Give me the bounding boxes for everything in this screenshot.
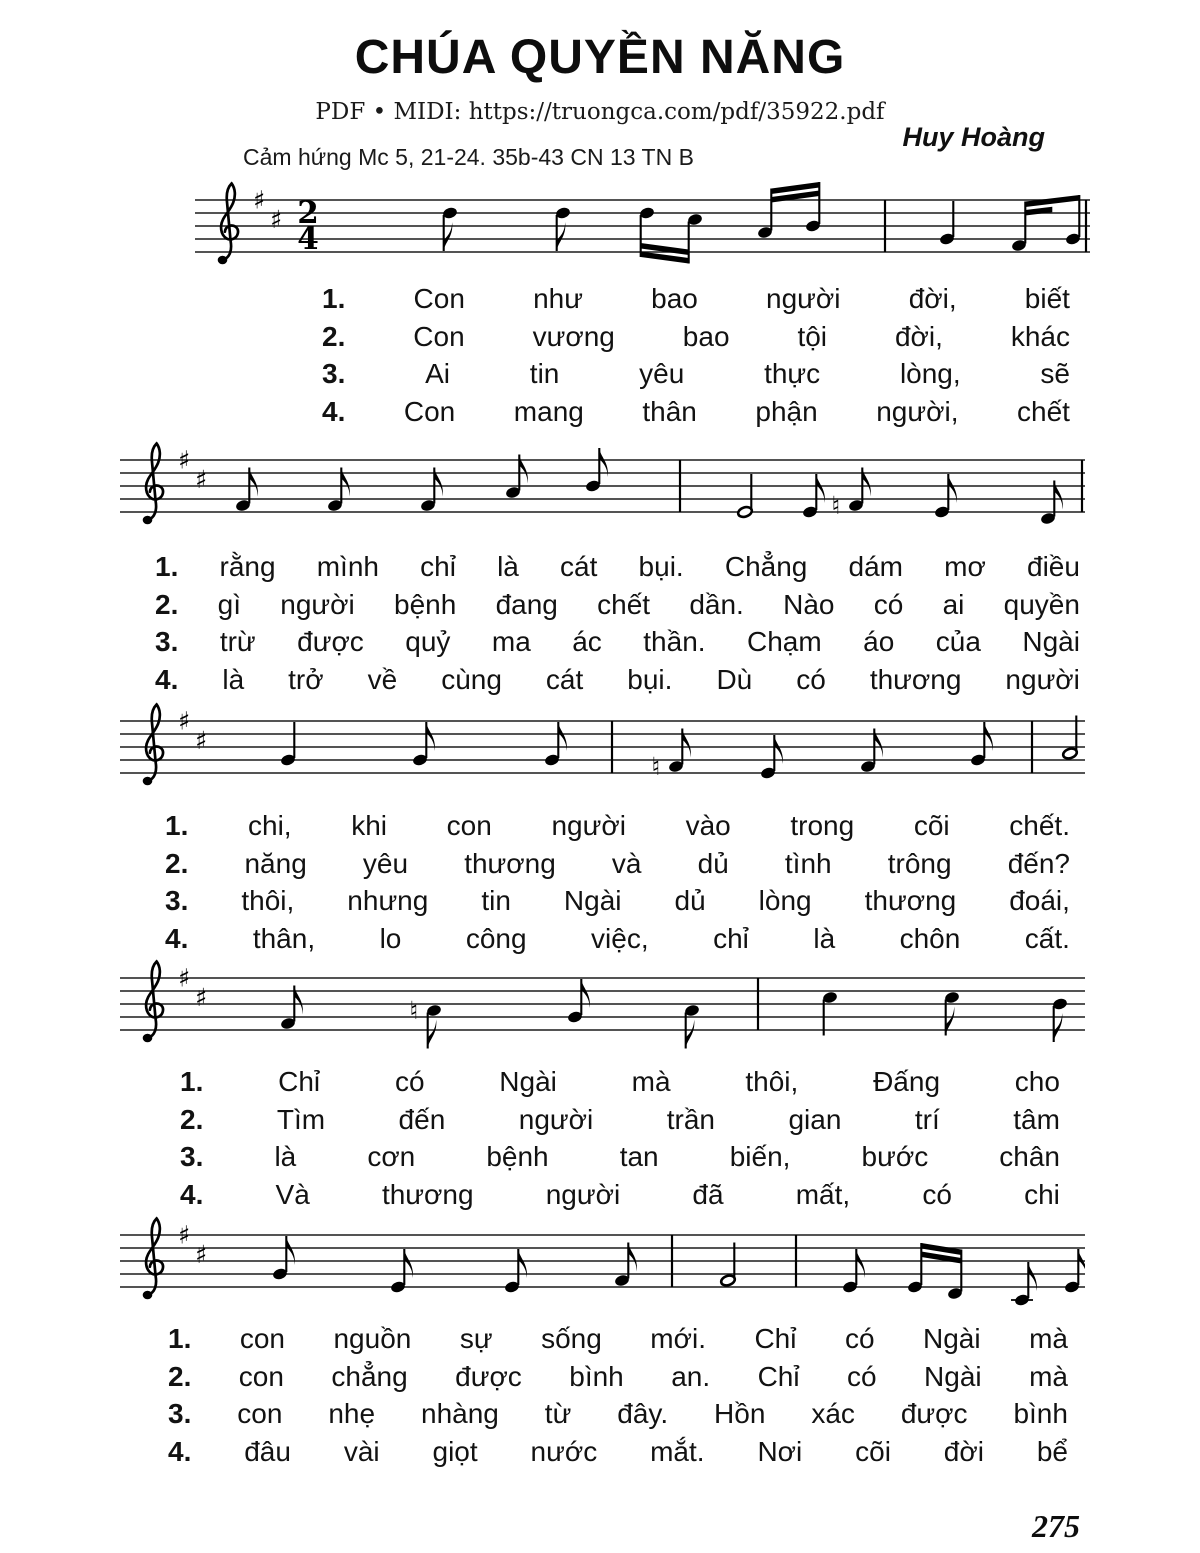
verse-number: 3. [180,1141,204,1172]
note-flag [428,1020,437,1049]
note [614,1243,637,1288]
note [848,468,871,513]
lyric-word: tâm [1013,1103,1060,1135]
verse-number: 1. [168,1323,192,1354]
lyric-word: nhàng [421,1398,499,1429]
sharp-sign: ♯ [252,185,266,215]
beamed-notes [757,182,821,239]
sharp-sign: ♯ [177,706,191,736]
lyric-line [322,321,1070,359]
note [235,468,258,513]
lyric-word: mới. [650,1323,706,1354]
lyric-line [180,1066,1060,1104]
lyric-word: con [237,1398,283,1429]
lyric-word: sống [541,1323,602,1354]
lyric-word: bước [861,1141,929,1172]
lyric-word: gian [788,1103,842,1135]
lyric-word: chỉ [420,551,456,582]
note [555,206,571,251]
lyric-word: năng [244,847,307,879]
lyric-word: tội [797,320,828,352]
lyric-word: Đấng [873,1066,941,1097]
lyrics-block-4 [180,1066,1060,1216]
verse-number: 4. [155,663,179,695]
note-flag [628,1243,637,1272]
note-flag [341,468,350,497]
lyric-word: về [367,663,398,695]
lyric-word: ai [942,588,965,620]
lyric-line [322,283,1070,321]
lyric-word: người [518,1103,594,1135]
lyric-word: cùng [441,663,502,695]
note [1040,481,1063,526]
lyric-word: có [873,588,904,620]
lyric-word: đời [943,1435,984,1467]
lyric-word: đây. [617,1398,669,1429]
lyric-word: mà [1029,1360,1068,1392]
verse-number: 1. [165,810,189,841]
lyric-word: bình [569,1360,624,1392]
verse-number: 2. [322,320,346,352]
verse-number: 4. [168,1435,192,1467]
lyric-word: dủ [697,847,729,879]
lyric-word: Ngài [1022,626,1080,657]
note [1062,716,1078,761]
lyric-word: cất. [1024,922,1070,954]
lyric-word: đời, [894,320,943,352]
lyric-word: bể [1036,1435,1068,1467]
note [944,991,960,1036]
lyric-line [165,848,1070,886]
note [442,206,458,251]
sharp-sign: ♯ [177,1220,191,1250]
lyric-line [322,396,1070,434]
lyric-word: Chỉ [754,1323,797,1354]
note [426,1004,442,1049]
lyric-word: chân [999,1141,1060,1172]
lyric-word: trần [666,1103,715,1135]
lyric-word: Chạm [747,626,822,657]
midi-url-link[interactable]: https://truongca.com/pdf/35922.pdf [468,99,885,125]
lyric-word: vương [532,320,615,352]
note [684,1004,700,1049]
lyric-word: thần. [643,626,706,657]
verse-number: 1. [155,551,179,582]
pdf-midi-label: PDF • MIDI: [315,99,469,125]
lyric-word: người, [876,395,959,427]
verse-number: 2. [165,847,189,879]
lyric-word: Con [403,395,456,427]
lyric-word: Ngài [499,1066,557,1097]
lyric-word: việc, [591,922,649,954]
sharp-sign: ♯ [194,465,208,494]
note-flag [519,455,528,484]
note [1011,1262,1037,1307]
lyric-word: thương [869,663,962,695]
lyric-word: nguồn [333,1323,412,1354]
lyric-word: là [813,922,836,954]
lyric-word: cát [560,551,598,582]
lyric-word: Nào [783,588,835,620]
lyric-line [155,589,1080,627]
lyric-word: bụi. [638,551,684,582]
beam [1025,195,1079,207]
verse-number: 2. [180,1103,204,1135]
lyric-word: từ [544,1398,572,1429]
verse-number: 3. [155,626,179,657]
lyric-word: người [551,810,626,841]
lyric-word: cơn [367,1141,416,1172]
lyric-line [168,1361,1068,1399]
lyric-word: trong [790,810,855,841]
lyric-word: mà [631,1066,671,1097]
lyric-word: trở [288,663,324,695]
beamed-notes [1011,195,1081,252]
lyric-word: sẽ [1040,358,1070,389]
lyric-word: thương [464,847,556,879]
lyric-word: tình [784,847,832,879]
lyric-word: là [222,663,245,695]
lyric-word: Chỉ [757,1360,800,1392]
lyric-word: có [796,663,826,695]
verse-number: 4. [322,395,346,427]
lyric-word: nhẹ [328,1398,376,1429]
natural-sign: ♮ [831,491,841,520]
lyric-word: quỷ [405,626,451,657]
lyric-word: tin [529,358,560,389]
lyric-word: bình [1013,1398,1068,1429]
lyric-word: đoái, [1009,885,1070,916]
note [280,722,296,767]
lyric-word: vài [343,1435,380,1467]
time-signature-num: 2 [297,195,319,231]
lyric-word: mình [316,551,379,582]
lyric-line [180,1179,1060,1217]
lyric-word: thực [764,358,821,389]
page-number: 275 [1032,1508,1080,1544]
lyric-word: đâu [244,1435,291,1467]
lyric-word: vào [685,810,731,841]
lyric-word: chết [1017,395,1070,427]
note [505,455,528,500]
lyric-word: Nơi [757,1435,803,1467]
verse-number: 3. [322,358,346,389]
lyric-word: áo [863,626,895,657]
lyric-word: xác [811,1398,855,1429]
lyric-word: công [465,922,527,954]
natural-sign: ♮ [409,996,419,1025]
note-flag [1054,481,1063,510]
verse-number: 4. [165,922,189,954]
lyric-word: lo [379,922,402,954]
lyric-word: Con [413,320,465,352]
lyric-word: biến, [729,1141,791,1172]
lyric-line [168,1436,1068,1474]
lyric-word: mang [513,395,584,427]
lyric-word: là [274,1141,297,1172]
sharp-sign: ♯ [194,1240,208,1269]
lyric-word: Ai [425,358,451,389]
lyric-word: được [455,1360,522,1392]
lyric-word: ma [491,626,531,657]
lyric-word: chẳng [331,1360,408,1392]
lyric-word: như [533,283,583,314]
lyric-word: yêu [639,358,685,389]
verse-number: 1. [322,283,346,314]
lyric-word: Hồn [714,1398,766,1429]
lyrics-block-2 [155,551,1080,701]
lyric-word: dủ [674,885,706,916]
beam [1025,207,1052,216]
lyric-line [180,1104,1060,1142]
beamed-notes [907,1243,963,1300]
note-flag [686,1020,695,1049]
beamed-notes [639,206,703,263]
lyric-word: phận [755,395,818,427]
lyric-word: con [238,1360,284,1392]
lyric-word: khi [351,810,388,841]
lyric-word: thôi, [745,1066,799,1097]
lyric-word: thương [864,885,957,916]
note [822,991,838,1036]
lyric-word: mất, [795,1178,851,1210]
lyric-word: thân [642,395,697,427]
lyric-word: quyền [1003,588,1080,620]
lyric-word: Con [413,283,465,314]
lyric-word: Chỉ [278,1066,321,1097]
lyric-word: Dù [716,663,753,695]
lyrics-block-5 [168,1323,1068,1473]
lyric-word: mơ [944,551,986,582]
lyric-word: có [844,1323,875,1354]
lyric-word: trí [914,1103,940,1135]
lyric-word: an. [671,1360,711,1392]
lyric-word: tan [619,1141,659,1172]
lyric-word: thôi, [241,885,295,916]
verse-number: 4. [180,1178,204,1210]
lyric-word: đến [398,1103,446,1135]
lyric-word: Chẳng [724,551,808,582]
note [280,986,303,1031]
lyric-word: thương [381,1178,474,1210]
note [420,468,443,513]
lyric-word: chi, [248,810,292,841]
lyric-word: rằng [219,551,276,582]
verse-number: 3. [168,1398,192,1429]
lyric-line [155,664,1080,702]
lyric-word: cát [545,663,584,695]
lyric-line [155,626,1080,664]
note [860,729,883,774]
lyric-word: biết [1024,283,1070,314]
lyric-word: chết [597,588,651,620]
lyric-word: người [766,283,841,314]
lyric-word: chết. [1009,810,1070,841]
lyric-line [180,1141,1060,1179]
lyric-word: bụi. [627,663,673,695]
lyric-word: dám [848,551,903,582]
lyric-line [155,551,1080,589]
lyric-word: chi [1024,1178,1060,1210]
lyric-line [165,885,1070,923]
lyric-word: có [922,1178,952,1210]
note-flag [874,729,883,758]
lyric-word: thân, [252,922,316,954]
lyric-word: Ngài [924,1360,982,1392]
verse-number: 2. [168,1360,192,1392]
natural-sign: ♮ [651,752,661,781]
lyric-word: Ngài [923,1323,981,1354]
note-flag [946,1007,955,1036]
lyric-word: Và [275,1178,310,1210]
note [939,201,955,246]
sharp-sign: ♯ [269,205,283,234]
lyric-word: nước [530,1435,598,1467]
lyric-word: trừ [219,626,256,657]
lyric-line [165,923,1070,961]
lyric-line [165,810,1070,848]
sharp-sign: ♯ [194,983,208,1012]
lyric-word: chỉ [713,922,749,954]
lyric-word: cõi [913,810,950,841]
lyrics-block-3 [165,810,1070,960]
verse-number: 1. [180,1066,204,1097]
verse-number: 3. [165,885,189,916]
note-flag [434,468,443,497]
sharp-sign: ♯ [194,726,208,755]
lyrics-block-1 [322,283,1070,433]
lyric-line [168,1323,1068,1361]
note-flag [294,986,303,1015]
note-flag [682,729,691,758]
lyric-word: được [297,626,364,657]
lyric-word: chôn [899,922,961,954]
lyric-word: mắt. [650,1435,705,1467]
lyric-word: đang [495,588,558,620]
lyric-word: người [545,1178,621,1210]
lyric-word: người [1005,663,1080,695]
lyric-word: con [239,1323,285,1354]
lyric-word: được [900,1398,968,1429]
scripture-reference: Cảm hứng Mc 5, 21-24. 35b-43 CN 13 TN B [243,144,694,170]
time-signature-den: 4 [297,221,319,257]
lyric-word: của [935,626,981,657]
lyric-word: khác [1010,320,1070,352]
lyric-word: đã [692,1178,724,1210]
note [1052,997,1068,1042]
lyric-word: đời, [908,283,957,314]
lyric-word: dần. [689,588,744,620]
lyric-word: bệnh [486,1141,549,1172]
lyric-word: giọt [432,1435,478,1467]
lyric-word: Ngài [563,885,622,916]
lyric-word: nhưng [347,885,429,916]
note-flag [249,468,258,497]
lyric-word: có [847,1360,877,1392]
note-flag [862,468,871,497]
lyric-word: và [611,847,642,879]
lyric-word: yêu [362,847,409,879]
lyric-word: bao [682,320,730,352]
lyric-word: lòng [758,885,812,916]
lyric-line [322,358,1070,396]
lyric-word: mà [1029,1323,1068,1354]
composer-name: Huy Hoàng [902,122,1045,152]
lyric-word: bao [651,283,698,314]
lyric-word: đến? [1007,847,1070,879]
lyric-word: tin [481,885,511,916]
note [668,729,691,774]
verse-number: 2. [155,588,179,620]
lyric-word: điều [1027,551,1080,582]
lyric-word: ác [572,626,602,657]
song-title: CHÚA QUYỀN NĂNG [354,31,846,84]
note [720,1243,736,1288]
lyric-word: lòng, [899,358,961,389]
lyric-word: bệnh [394,588,457,620]
sharp-sign: ♯ [177,963,191,993]
lyric-word: có [394,1066,425,1097]
lyric-word: Tìm [276,1103,326,1135]
lyric-line [168,1398,1068,1436]
lyric-word: gì [217,588,241,620]
note [737,474,753,519]
lyric-word: sự [459,1323,493,1354]
lyric-word: cõi [855,1435,891,1467]
note [327,468,350,513]
lyric-word: con [446,810,492,841]
lyric-word: người [280,588,355,620]
lyric-word: là [497,551,519,582]
lyric-word: cho [1014,1066,1060,1097]
sharp-sign: ♯ [177,445,191,475]
lyric-word: trông [887,847,952,879]
